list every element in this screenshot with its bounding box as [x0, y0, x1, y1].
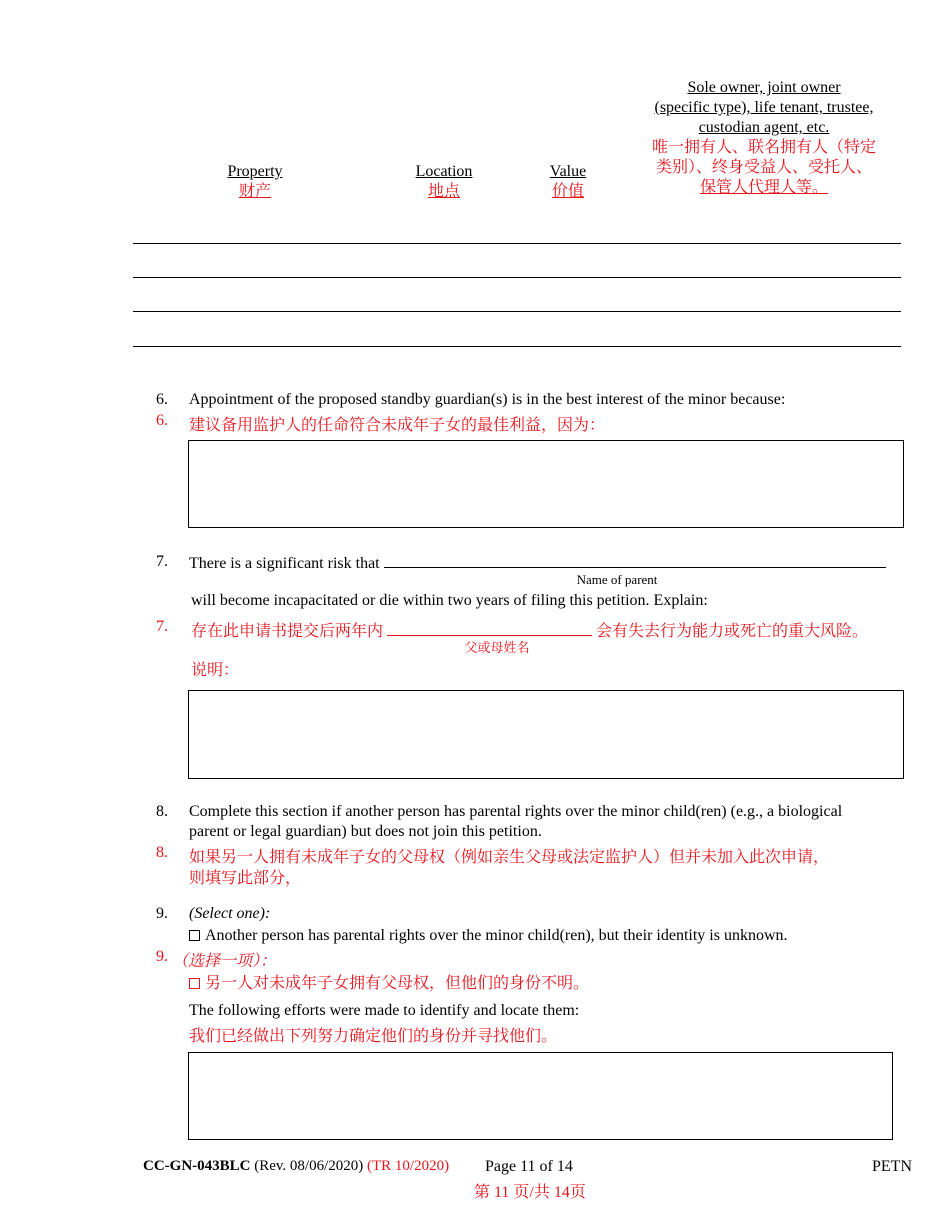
footer-form-info: [143, 1158, 449, 1175]
page-number-zh: 第 11 页/共 14页: [474, 1184, 586, 1201]
item9-efforts-box[interactable]: [188, 1052, 893, 1140]
location-column-header: [384, 162, 504, 202]
table-row-line[interactable]: [133, 311, 901, 312]
form-code: CC-GN-043BLC: [143, 1158, 251, 1174]
owner-column-header: [630, 78, 898, 198]
owner-header-en-3: custodian agent, etc.: [698, 119, 830, 136]
table-row-line[interactable]: [133, 277, 901, 278]
item6-text-zh: 建议备用监护人的任命符合未成年子女的最佳利益，因为：: [189, 417, 606, 434]
owner-header-en-1: Sole owner, joint owner: [687, 79, 841, 96]
value-column-header: [528, 162, 608, 202]
item9-number-en: 9.: [156, 905, 168, 922]
item9-number-zh: 9.: [156, 948, 168, 965]
item9-select-en: (Select one):: [189, 905, 271, 922]
item8-text-en-1: Complete this section if another person has parental rights over the minor child(ren) (e.g., a biological: [189, 803, 843, 820]
item8-number-zh: 8.: [156, 844, 168, 861]
form-revision: (Rev. 08/06/2020): [254, 1158, 364, 1174]
owner-header-en-2: (specific type), life tenant, trustee,: [654, 99, 874, 116]
owner-header-zh-1: 唯一拥有人、联名拥有人（特定: [651, 139, 876, 156]
item6-number-en: 6.: [156, 391, 168, 408]
page-number-en: Page 11 of 14: [485, 1158, 573, 1175]
item7-text-en-after: will become incapacitated or die within two years of filing this petition. Explain:: [191, 592, 708, 609]
identity-unknown-checkbox-zh[interactable]: [189, 978, 200, 989]
name-of-parent-label: Name of parent: [576, 572, 658, 587]
location-header-en: Location: [415, 163, 473, 180]
item8-text-zh-2: 则填写此部分，: [189, 870, 302, 887]
owner-header-zh-2: 类别）、终身受益人、受托人、: [655, 159, 872, 176]
value-header-zh: 价值: [551, 183, 584, 200]
item8-text-en-2: parent or legal guardian) but does not join this petition.: [189, 823, 542, 840]
table-row-line[interactable]: [133, 243, 901, 244]
table-row-line[interactable]: [133, 346, 901, 347]
item7-line-en: [189, 553, 886, 573]
item6-number-zh: 6.: [156, 412, 168, 429]
item9-option-zh[interactable]: [189, 970, 589, 993]
property-column-header: [195, 162, 315, 202]
identity-unknown-checkbox[interactable]: [189, 930, 200, 941]
item8-text-zh-1: 如果另一人拥有未成年子女的父母权（例如亲生父母或法定监护人）但并未加入此次申请，: [189, 849, 830, 866]
property-header-zh: 财产: [238, 183, 271, 200]
item7-number-en: 7.: [156, 553, 168, 570]
parent-name-field-zh[interactable]: [387, 621, 592, 636]
value-header-en: Value: [549, 163, 587, 180]
form-type: PETN: [872, 1158, 912, 1175]
owner-header-zh-3: 保管人代理人等。: [699, 179, 828, 196]
item7-text-zh-after: 会有失去行为能力或死亡的重大风险。: [596, 623, 869, 640]
item7-explanation-box[interactable]: [188, 690, 904, 779]
item9-efforts-en: The following efforts were made to identify and locate them:: [189, 1002, 580, 1019]
item7-explain-zh: 说明：: [191, 662, 240, 679]
item9-option-zh-label: 另一人对未成年子女拥有父母权，但他们的身份不明。: [205, 975, 590, 992]
item9-select-zh: （选择一项）：: [172, 953, 277, 970]
name-of-parent-label-zh: 父或母姓名: [464, 640, 530, 655]
item9-option-en-label: Another person has parental rights over the minor child(ren), but their identity is unknown.: [205, 927, 788, 944]
item7-text-en-before: There is a significant risk that: [189, 555, 380, 572]
form-translation: (TR 10/2020): [367, 1158, 450, 1174]
location-header-zh: 地点: [427, 183, 460, 200]
item8-number-en: 8.: [156, 803, 168, 820]
property-header-en: Property: [227, 163, 283, 180]
item6-text-en: Appointment of the proposed standby guardian(s) is in the best interest of the minor because:: [189, 391, 786, 408]
item9-efforts-zh: 我们已经做出下列努力确定他们的身份并寻找他们。: [189, 1028, 558, 1045]
parent-name-field[interactable]: [384, 553, 886, 568]
item9-option-en[interactable]: [189, 927, 788, 945]
item6-explanation-box[interactable]: [188, 440, 904, 528]
item7-number-zh: 7.: [156, 618, 168, 635]
item7-text-zh-before: 存在此申请书提交后两年内: [191, 623, 384, 640]
